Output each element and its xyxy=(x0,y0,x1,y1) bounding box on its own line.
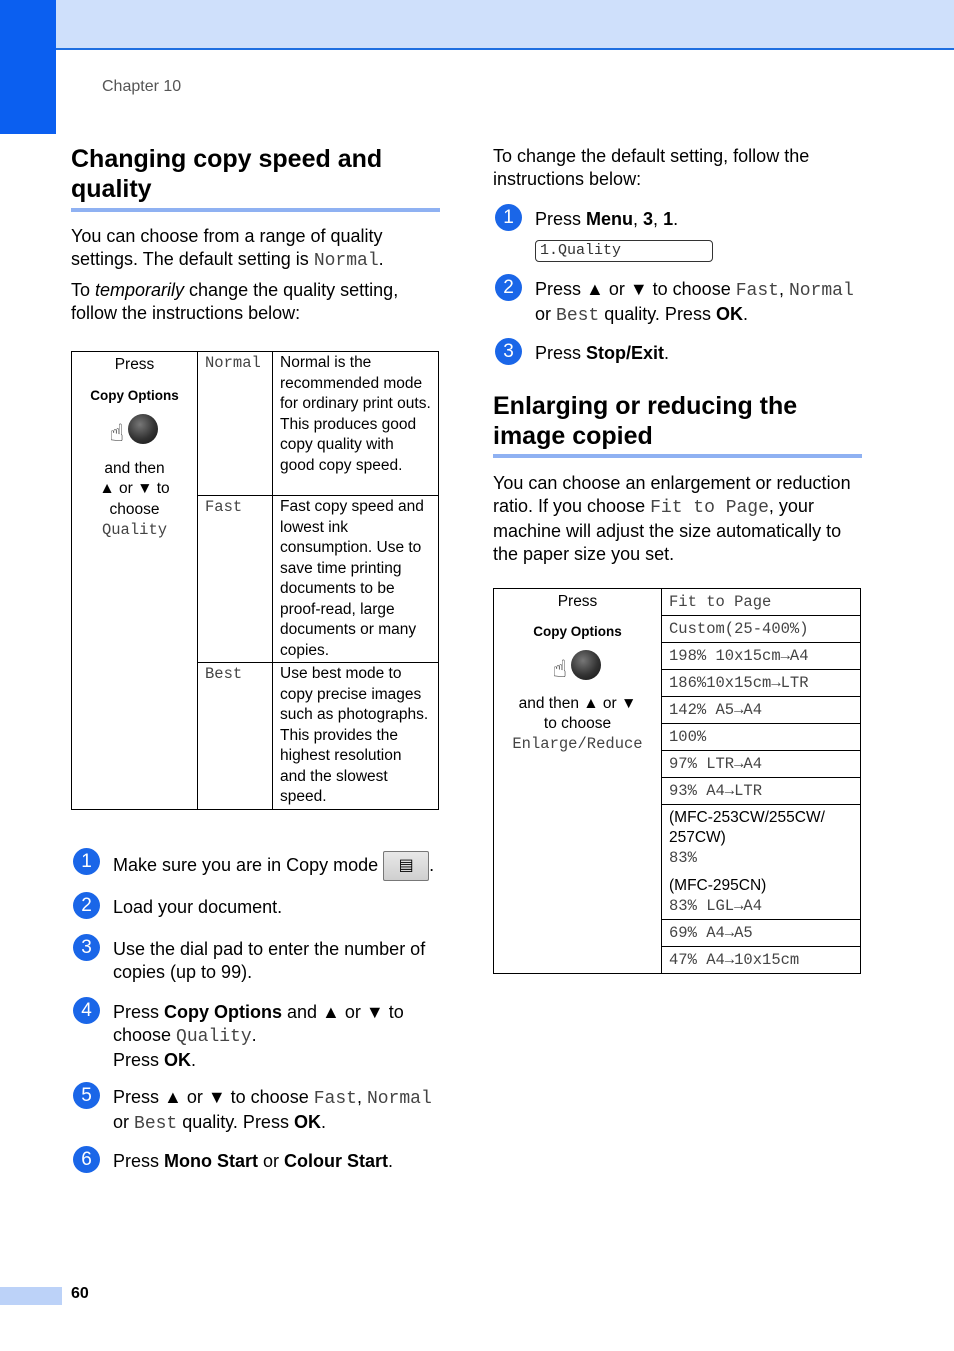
ratio-option: Custom(25-400%) xyxy=(662,616,861,643)
r3-c: . xyxy=(664,343,670,363)
step-2: Load your document. xyxy=(113,897,283,917)
model-b-label: (MFC-295CN) xyxy=(669,877,767,894)
s5-fast: Fast xyxy=(313,1089,357,1109)
r1-3: 3 xyxy=(643,209,654,229)
enlarge-reduce-option: Enlarge/Reduce xyxy=(512,735,643,753)
arrows-label: ▲ or ▼ to xyxy=(99,480,170,497)
r3-a: Press xyxy=(535,343,587,363)
title-line-1: Enlarging or reducing the xyxy=(493,392,798,420)
lcd-text: 1.Quality xyxy=(535,240,713,262)
r1-c: , xyxy=(633,209,644,229)
step-number: 5 xyxy=(73,1082,100,1109)
default-setting: Normal xyxy=(313,251,379,271)
r1-e: , xyxy=(653,209,664,229)
s5-ok: OK xyxy=(293,1112,321,1132)
ratio-option: 186%10x15cm→LTR xyxy=(662,670,861,697)
s5-or: or xyxy=(113,1112,135,1132)
desc-fast: Fast copy speed and lowest ink consumption. Use to save time printing documents to be proof-read, large documents or many copies. xyxy=(273,496,439,663)
s6-colour-start: Colour Start xyxy=(284,1151,389,1171)
page-number-bar xyxy=(0,1287,62,1305)
s6-e: . xyxy=(388,1151,394,1171)
step-1-end: . xyxy=(429,854,435,875)
header-bar xyxy=(0,0,954,50)
r3-stop-exit: Stop/Exit xyxy=(586,343,665,363)
dial-icon xyxy=(108,412,162,452)
s4-f: Press xyxy=(113,1050,165,1070)
r2-b: quality. Press xyxy=(599,304,716,324)
r1-a: Press xyxy=(535,209,587,229)
temp-text-a: To xyxy=(71,280,96,300)
r1-g: . xyxy=(673,209,679,229)
model-a-label: (MFC-253CW/255CW/ 257CW) xyxy=(669,809,825,846)
er-fit-to-page: Fit to Page xyxy=(650,498,769,518)
chapter-tab xyxy=(0,0,56,134)
ratio-option: Fit to Page xyxy=(662,589,861,616)
step-1-text: Make sure you are in Copy mode xyxy=(113,854,379,875)
default-intro: To change the default setting, follow the instructions below: xyxy=(493,146,810,189)
s6-a: Press xyxy=(113,1151,165,1171)
title-underline xyxy=(493,454,862,458)
title-line-2: quality xyxy=(71,175,152,203)
lcd-display xyxy=(535,240,713,262)
to-choose-label: to choose xyxy=(543,715,612,732)
step-number: 6 xyxy=(73,1146,100,1173)
ratio-option: 142% A5→A4 xyxy=(662,697,861,724)
step-1 xyxy=(113,851,443,881)
ratio-option: 198% 10x15cm→A4 xyxy=(662,643,861,670)
s5-end: . xyxy=(320,1112,326,1132)
r1-1: 1 xyxy=(663,209,674,229)
r2-fast: Fast xyxy=(735,281,779,301)
step-number: 3 xyxy=(495,338,522,365)
copy-options-label: Copy Options xyxy=(90,387,179,403)
title-line-1: Changing copy speed and xyxy=(71,145,383,173)
dial-knob-icon xyxy=(128,414,158,444)
r2-or: or xyxy=(535,304,557,324)
step-6 xyxy=(113,1150,443,1173)
step-number: 1 xyxy=(495,204,522,231)
er-a: You can choose an enlargement or reduction ratio. If you choose xyxy=(493,473,851,516)
dial-icon xyxy=(551,648,605,688)
r2-a: Press ▲ or ▼ to choose xyxy=(535,279,736,299)
choose-label: choose xyxy=(109,500,160,518)
temp-emphasis: temporarily xyxy=(95,280,185,300)
ratio-option: 100% xyxy=(662,724,861,751)
s4-e: . xyxy=(251,1025,257,1045)
enlarge-reduce-table xyxy=(493,588,861,974)
default-step-2 xyxy=(535,278,865,328)
default-step-1 xyxy=(535,208,855,231)
press-label: Press xyxy=(114,356,155,373)
s5-b: quality. Press xyxy=(177,1112,294,1132)
ratio-option: 69% A4→A5 xyxy=(662,920,861,947)
mode-best: Best xyxy=(198,663,273,810)
s6-c: or xyxy=(258,1151,285,1171)
enlarge-intro xyxy=(493,472,861,566)
temporary-paragraph xyxy=(71,279,441,325)
s4-c: and ▲ or ▼ to choose xyxy=(113,1002,404,1045)
r2-best: Best xyxy=(556,306,600,326)
copy-options-label: Copy Options xyxy=(533,624,622,639)
section-title-copy-quality xyxy=(71,144,382,204)
s6-mono-start: Mono Start xyxy=(164,1151,259,1171)
title-underline xyxy=(71,208,440,212)
ratio-option: 47% A4→10x15cm xyxy=(662,947,861,974)
r2-end: . xyxy=(742,304,748,324)
quality-option: Quality xyxy=(101,521,168,539)
title-line-2: image copied xyxy=(493,422,653,450)
chapter-label: Chapter 10 xyxy=(102,78,182,95)
intro-end: . xyxy=(378,249,384,269)
s4-a: Press xyxy=(113,1002,165,1022)
and-then-label: and then xyxy=(104,459,165,477)
desc-normal: Normal is the recommended mode for ordinary print outs. This produces good copy quality with good copy speed. xyxy=(273,352,439,496)
s5-normal: Normal xyxy=(366,1089,432,1109)
s5-best: Best xyxy=(134,1114,178,1134)
step-number: 2 xyxy=(495,274,522,301)
default-step-3 xyxy=(535,342,855,365)
mode-normal: Normal xyxy=(198,352,273,496)
model-b-ratio: 83% LGL→A4 xyxy=(669,897,763,915)
step-number: 4 xyxy=(73,997,100,1024)
mode-fast: Fast xyxy=(198,496,273,663)
copy-mode-key-icon: ▤ xyxy=(383,851,429,881)
press-label: Press xyxy=(557,593,598,610)
step-number: 1 xyxy=(73,848,100,875)
step-number: 2 xyxy=(73,892,100,919)
step-5 xyxy=(113,1086,443,1136)
intro-paragraph xyxy=(71,225,441,273)
s4-quality: Quality xyxy=(176,1027,252,1047)
page-number: 60 xyxy=(71,1285,89,1302)
r2-ok: OK xyxy=(715,304,743,324)
temp-text-b: change the quality setting, follow the instructions below: xyxy=(71,280,399,323)
pointing-hand-icon: ☝ xyxy=(552,656,568,683)
press-cell xyxy=(494,589,662,974)
s4-copy-options: Copy Options xyxy=(164,1002,283,1022)
r2-normal: Normal xyxy=(788,281,854,301)
desc-best: Use best mode to copy precise images such as photographs. This provides the highest resolution and the slowest speed. xyxy=(273,663,439,810)
s5-a: Press ▲ or ▼ to choose xyxy=(113,1087,314,1107)
press-cell xyxy=(72,352,198,810)
s5-comma: , xyxy=(356,1087,367,1107)
r2-comma: , xyxy=(778,279,789,299)
pointing-hand-icon: ☝ xyxy=(109,420,125,447)
section-title-enlarge-reduce xyxy=(493,391,797,451)
step-3: Use the dial pad to enter the number of copies (up to 99). xyxy=(113,939,426,982)
quality-table xyxy=(71,351,439,810)
model-a-ratio: 83% xyxy=(669,849,697,867)
intro-text: You can choose from a range of quality settings. The default setting is xyxy=(71,226,383,269)
s4-ok: OK xyxy=(164,1050,192,1070)
s4-h: . xyxy=(191,1050,197,1070)
model-specific-options xyxy=(662,805,861,920)
ratio-option: 97% LTR→A4 xyxy=(662,751,861,778)
dial-knob-icon xyxy=(571,650,601,680)
r1-menu: Menu xyxy=(586,209,634,229)
step-number: 3 xyxy=(73,934,100,961)
and-then-label: and then ▲ or ▼ xyxy=(518,695,637,712)
step-4 xyxy=(113,1001,443,1072)
ratio-option: 93% A4→LTR xyxy=(662,778,861,805)
er-b: , your machine will adjust the size automatically to the paper size you set. xyxy=(493,496,842,564)
